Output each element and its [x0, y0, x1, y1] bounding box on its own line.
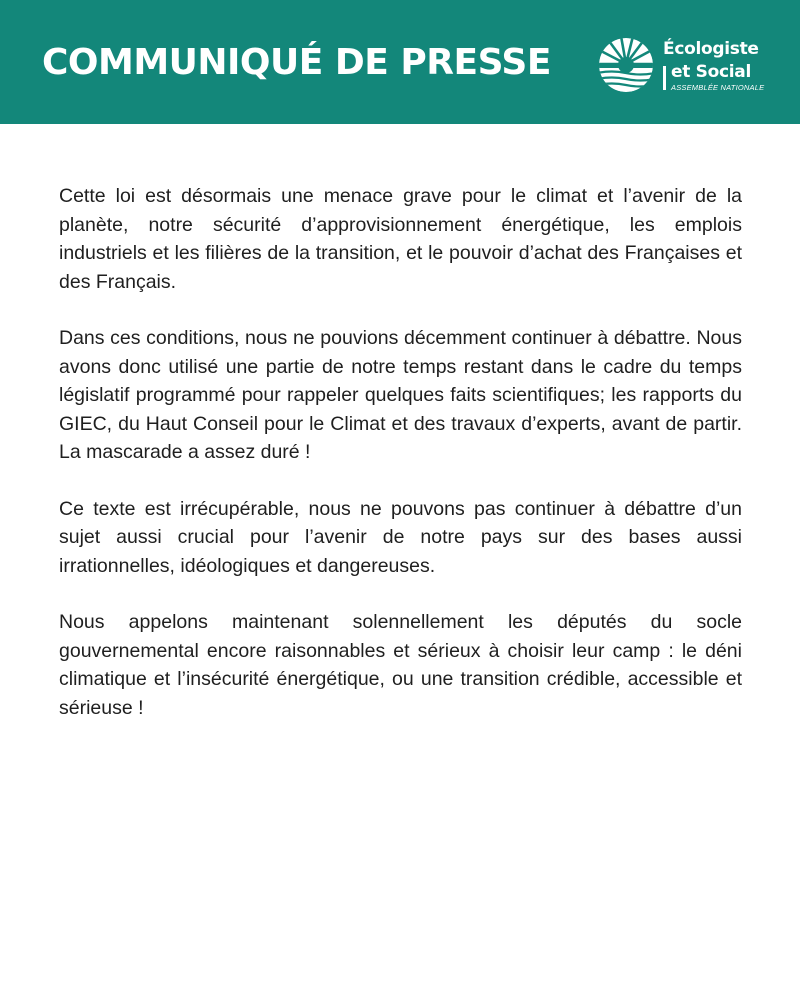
header-banner	[0, 0, 800, 124]
logo-title-line1: Écologiste	[663, 39, 759, 59]
rising-sun-emblem-icon	[597, 36, 655, 94]
body-paragraph: Ce texte est irrécupérable, nous ne pouvons pas continuer à débattre d’un sujet aussi crucial pour l’avenir de notre pays sur des bases aussi irrationnelles, idéologiques et dangereuses.	[59, 497, 742, 577]
body-paragraph: Cette loi est désormais une menace grave pour le climat et l’avenir de la planète, notre sécurité d’approvisionnement énergétique, les emplois industriels et les filières de la transition, et le pouvoir d’achat des Françaises et des Français.	[59, 185, 742, 293]
logo-subtitle: ASSEMBLÉE NATIONALE	[671, 83, 765, 92]
body-paragraph: Nous appelons maintenant solennellement les députés du socle gouvernemental encore raisonnables et sérieux à choisir leur camp : le déni climatique et l’insécurité énergétique, ou une transition crédible, accessible et sérieuse !	[59, 611, 742, 719]
logo-title-line2: et Social	[671, 62, 752, 82]
body-paragraph: Dans ces conditions, nous ne pouvions décemment continuer à débattre. Nous avons donc utilisé une partie de notre temps restant dans le cadre du temps législatif programmé pour rappeler quelques faits scientifiques; les rapports du GIEC, du Haut Conseil pour le Climat et des travaux d’experts, avant de partir. La mascarade a assez duré !	[59, 327, 742, 463]
page-title: COMMUNIQUÉ DE PRESSE	[42, 42, 551, 83]
logo-divider-bar	[663, 66, 666, 90]
party-logo	[597, 36, 777, 100]
press-release-body	[59, 182, 742, 750]
